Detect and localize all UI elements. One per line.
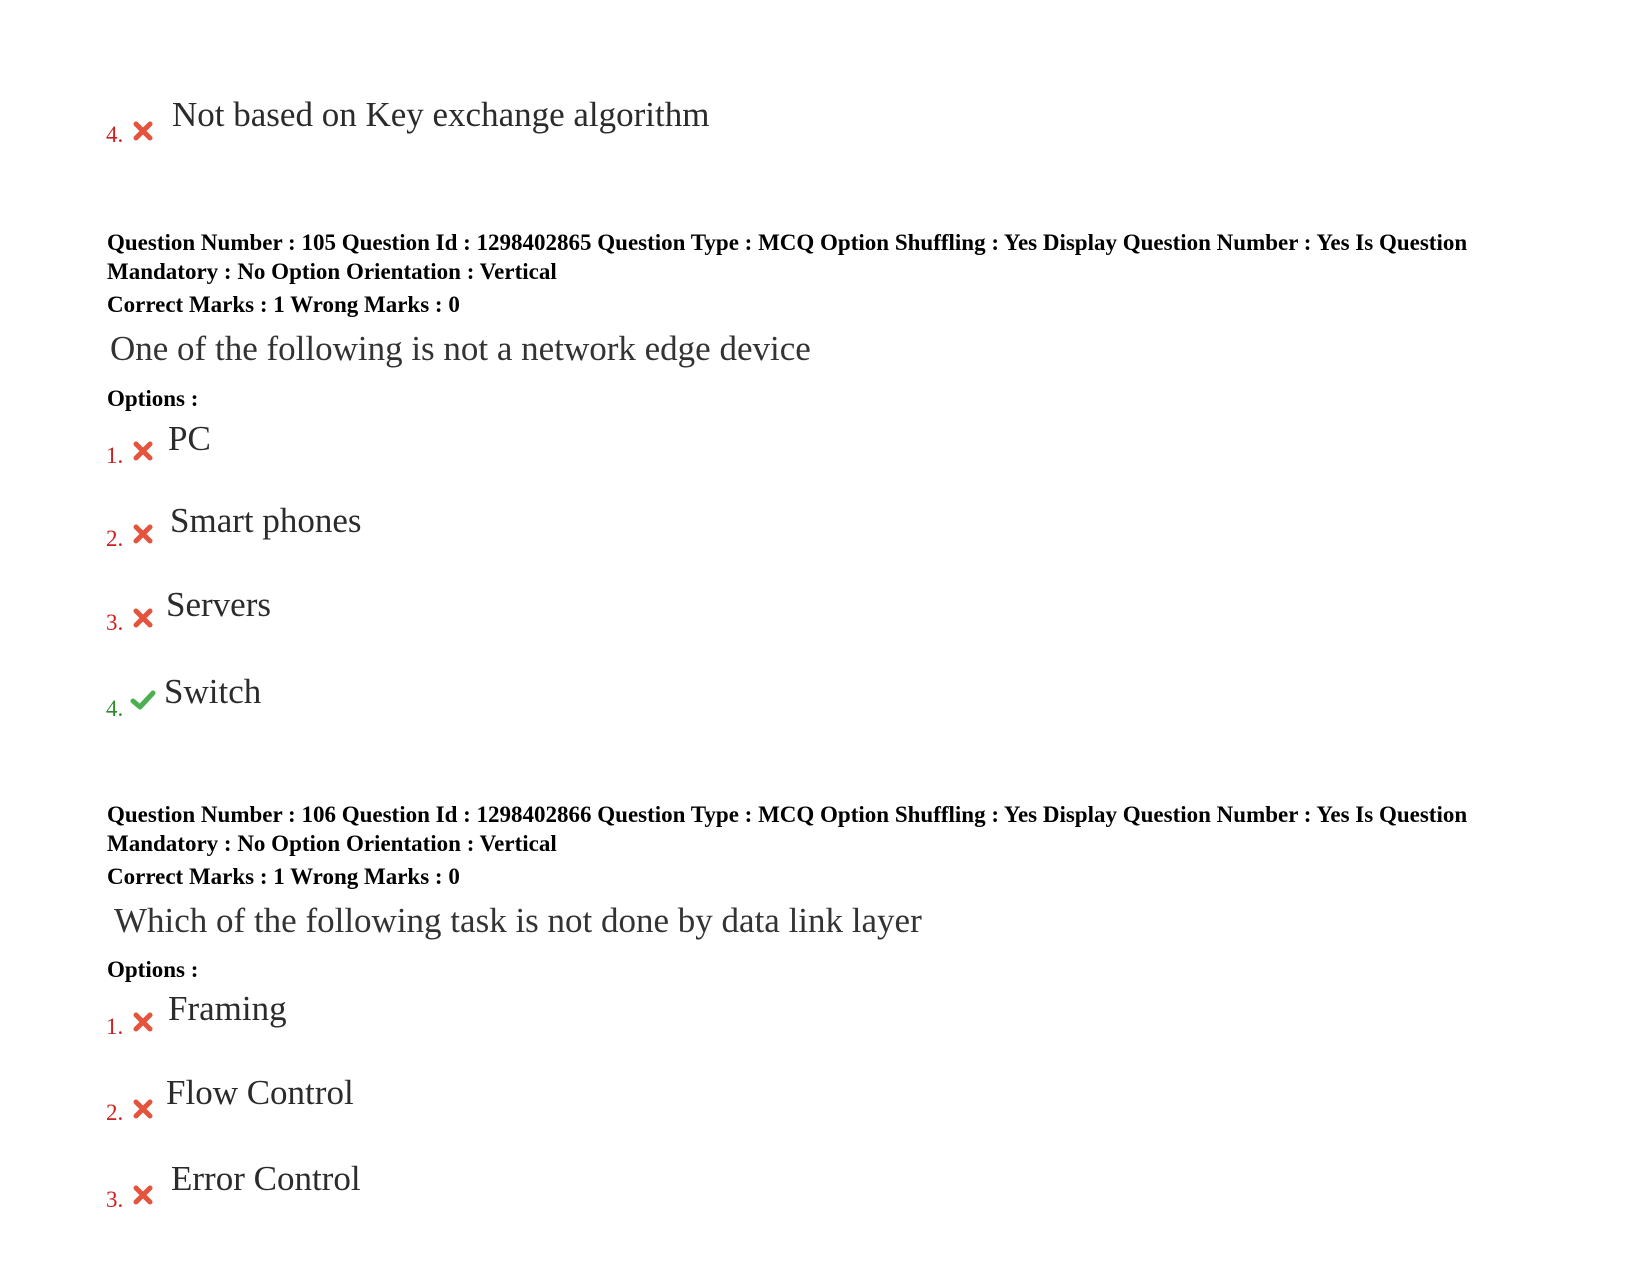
cross-icon <box>132 440 154 462</box>
option-text: Error Control <box>171 1159 361 1198</box>
question-meta: Question Number : 106 Question Id : 1298402866 Question Type : MCQ Option Shuffling : Yes Display Question Number : Yes Is Question Mandatory : No Option Orientation : Vertical <box>107 802 1468 856</box>
option-number: 1. <box>106 443 124 468</box>
option-text: Switch <box>164 672 262 711</box>
options-label: Options : <box>107 957 199 982</box>
option-text: Smart phones <box>170 501 362 540</box>
cross-icon <box>132 523 154 545</box>
marks-line: Correct Marks : 1 Wrong Marks : 0 <box>107 864 460 889</box>
option-number: 4. <box>106 122 124 147</box>
question-text: Which of the following task is not done by data link layer <box>114 901 922 940</box>
checkmark-icon <box>130 689 156 711</box>
option-text: Servers <box>166 585 271 624</box>
option-text: Not based on Key exchange algorithm <box>172 95 710 134</box>
option-text: Framing <box>168 989 287 1028</box>
cross-icon <box>132 120 154 142</box>
option-text: Flow Control <box>166 1073 354 1112</box>
option-number: 4. <box>106 696 124 721</box>
question-meta: Question Number : 105 Question Id : 1298402865 Question Type : MCQ Option Shuffling : Yes Display Question Number : Yes Is Question Mandatory : No Option Orientation : Vertical <box>107 230 1468 284</box>
cross-icon <box>132 1011 154 1033</box>
option-number: 3. <box>106 1187 124 1212</box>
option-number: 3. <box>106 610 124 635</box>
option-text: PC <box>168 419 211 458</box>
marks-line: Correct Marks : 1 Wrong Marks : 0 <box>107 292 460 317</box>
option-number: 2. <box>106 1100 124 1125</box>
options-label: Options : <box>107 386 199 411</box>
option-number: 1. <box>106 1014 124 1039</box>
option-number: 2. <box>106 526 124 551</box>
question-text: One of the following is not a network edge device <box>110 329 811 368</box>
cross-icon <box>132 607 154 629</box>
cross-icon <box>132 1098 154 1120</box>
cross-icon <box>132 1184 154 1206</box>
